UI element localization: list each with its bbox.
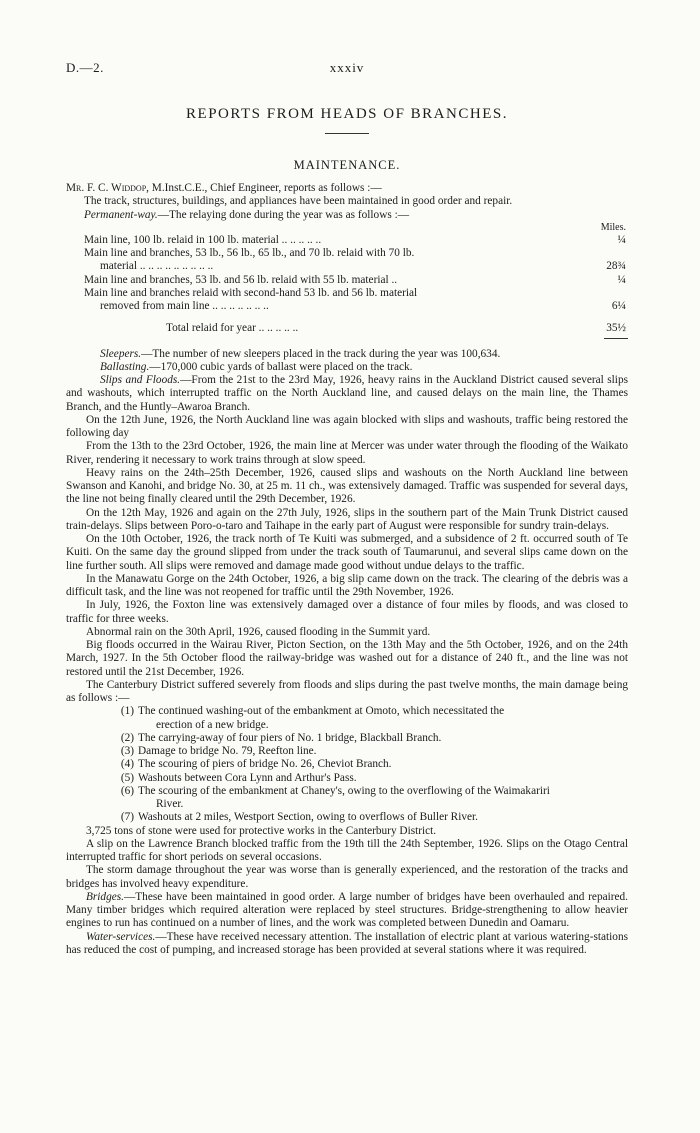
row-description-cont: removed from main line .. .. .. .. .. .. ..: [100, 300, 269, 312]
water-services-text: —These have received necessary attention. The installation of electric plant at various watering-stations has reduced the cost of pumping, and increased storage has been provided at several stations where it was required.: [66, 930, 628, 956]
list-item-number: (3): [120, 745, 134, 757]
row-description: Main line and branches relaid with second-hand 53 lb. and 56 lb. material: [84, 286, 418, 299]
paragraph: In July, 1926, the Foxton line was extensively damaged over a distance of four miles by floods, and was closed to traffic for three weeks.: [66, 599, 628, 625]
list-item-text-cont: erection of a new bridge.: [156, 718, 269, 731]
report-body: [66, 182, 628, 957]
list-item-text: The continued washing-out of the embankment at Omoto, which necessitated the: [138, 705, 505, 718]
list-item-text: The scouring of piers of bridge No. 26, Cheviot Branch.: [138, 758, 392, 771]
permanent-way-paragraph: [66, 209, 628, 222]
paragraph: In the Manawatu Gorge on the 24th October, 1926, a big slip came down on the track. The clearing of the debris was a difficult task, and the line was not reopened for traffic until the 29th November, 1926.: [66, 572, 628, 598]
intro-paragraph: [66, 182, 628, 195]
paragraph: Big floods occurred in the Wairau River, Picton Section, on the 13th May and the 5th October, 1926, and on the 24th March, 1927. In the 5th October flood the railway-bridge was washed out for a distance of 240 ft., and the line was not restored until the 21st December, 1926.: [66, 639, 628, 678]
list-item-text: The scouring of the embankment at Chaney's, owing to the overflowing of the Waimakariri: [138, 784, 550, 797]
paragraph: On the 12th June, 1926, the North Auckland line was again blocked with slips and washouts, traffic being restored the following day: [66, 413, 628, 439]
paragraph: On the 10th October, 1926, the track north of Te Kuiti was submerged, and a subsidence of 2 ft. occurred south of Te Kuiti. On the same day the ground slipped from under the track south of Taumarunui, and several slips came down on the line further south. All slips were removed and damage made good without undue delays to the traffic.: [66, 533, 628, 572]
water-services-label: Water-services.: [86, 930, 156, 943]
row-description: Main line and branches, 53 lb. and 56 lb. relaid with 55 lb. material ..: [84, 273, 398, 286]
list-item-text: The carrying-away of four piers of No. 1 bridge, Blackball Branch.: [138, 731, 442, 744]
list-item: [66, 785, 628, 812]
paragraph: Abnormal rain on the 30th April, 1926, caused flooding in the Summit yard.: [86, 625, 431, 638]
permanent-way-label: Permanent-way.: [84, 208, 158, 221]
ballasting-paragraph: [66, 361, 628, 374]
intro-text: M.Inst.C.E., Chief Engineer, reports as follows :—: [148, 182, 382, 194]
total-rule: [604, 338, 628, 339]
row-value: ¼: [617, 273, 626, 286]
damage-list: [66, 705, 628, 824]
bridges-paragraph: [66, 891, 628, 931]
sleepers-text: —The number of new sleepers placed in the track during the year was 100,634.: [141, 347, 501, 360]
list-item-number: (7): [120, 811, 134, 824]
list-item-text: Washouts between Cora Lynn and Arthur's Pass.: [138, 771, 357, 784]
list-item-number: (4): [120, 758, 134, 771]
table-total-row: [66, 322, 628, 335]
document-reference: D.—2.: [66, 60, 104, 75]
list-item-number: (6): [120, 784, 134, 797]
paragraph: 3,725 tons of stone were used for protective works in the Canterbury District.: [86, 824, 437, 837]
row-description: Main line, 100 lb. relaid in 100 lb. material .. .. .. .. ..: [84, 233, 322, 246]
list-item: [66, 705, 628, 732]
ballasting-label: Ballasting.: [100, 360, 150, 373]
list-item-text: Damage to bridge No. 79, Reefton line.: [138, 745, 317, 757]
row-description: Main line and branches, 53 lb., 56 lb., 65 lb., and 70 lb. relaid with 70 lb.: [84, 247, 415, 259]
page-number: xxxiv: [329, 60, 365, 75]
list-item: [66, 745, 628, 758]
row-value: 6¼: [611, 300, 626, 312]
list-item: [66, 758, 628, 771]
row-value: ¼: [617, 233, 626, 246]
row-value: 28¾: [606, 260, 626, 273]
paragraph: The storm damage throughout the year was worse than is generally experienced, and the restoration of the tracks and bridges has involved heavy expenditure.: [66, 864, 628, 890]
paragraph: A slip on the Lawrence Branch blocked traffic from the 19th till the 24th September, 1926. Slips on the Otago Central interrupted traffic for short periods on several occasions.: [66, 837, 628, 863]
table-row: [66, 247, 628, 274]
paragraph: Heavy rains on the 24th–25th December, 1926, caused slips and washouts on the North Auckland line between Swanson and Kanohi, and bridge No. 30, at 25 m. 11 ch., was extensively damaged. Traffic was suspended for several days, the line not being finally cleared until the 29th December, 1926.: [66, 466, 628, 506]
paragraph: From the 13th to the 23rd October, 1926, the main line at Mercer was under water through the flooding of the Waikato River, rendering it necessary to work trains through at slow speed.: [66, 440, 628, 466]
list-item-number: (1): [120, 705, 134, 718]
slips-floods-paragraph: [66, 374, 628, 414]
slips-floods-label: Slips and Floods.: [100, 374, 181, 386]
permanent-way-text: —The relaying done during the year was as follows :—: [157, 208, 410, 221]
paragraph: The Canterbury District suffered severely from floods and slips during the past twelve months, the main damage being as follows :—: [66, 678, 628, 704]
track-paragraph: The track, structures, buildings, and appliances have been maintained in good order and repair.: [84, 195, 513, 208]
list-item-text: Washouts at 2 miles, Westport Section, owing to overflows of Buller River.: [138, 811, 478, 824]
table-row: [66, 234, 628, 247]
paragraph: On the 12th May, 1926 and again on the 27th July, 1926, slips in the southern part of the Main Trunk District caused train-delays. Slips between Poro-o-taro and Taihape in the early part of August were responsible for sundry train-delays.: [66, 506, 628, 532]
sleepers-paragraph: [66, 348, 628, 361]
water-services-paragraph: [66, 931, 628, 958]
page-title: REPORTS FROM HEADS OF BRANCHES.: [186, 106, 508, 122]
bridges-text: —These have been maintained in good order. A large number of bridges have been overhauled and repaired. Many timber bridges which required alteration were replaced by steel structures. Bridge-strengthening to allow heavier engines to run has continued on a number of lines, and the work was completed between Dunedin and Oamaru.: [66, 890, 628, 930]
section-heading: MAINTENANCE.: [293, 158, 401, 172]
list-item: [66, 772, 628, 785]
list-item: [66, 811, 628, 824]
table-row: [66, 274, 628, 287]
relaying-table: [66, 222, 628, 339]
row-description-cont: material .. .. .. .. .. .. .. .. ..: [100, 260, 214, 273]
list-item-number: (2): [120, 731, 134, 744]
sleepers-label: Sleepers.: [100, 347, 142, 360]
list-item-text-cont: River.: [156, 798, 184, 810]
list-item-number: (5): [120, 771, 134, 784]
title-rule: [325, 133, 369, 134]
total-label: Total relaid for year .. .. .. .. ..: [166, 322, 299, 335]
list-item: [66, 732, 628, 745]
table-units-header: Miles.: [600, 221, 626, 233]
table-row: [66, 287, 628, 314]
author-name: Mr. F. C. Widdop,: [66, 182, 149, 194]
bridges-label: Bridges.: [86, 890, 124, 903]
slips-floods-text: —From the 21st to the 23rd May, 1926, heavy rains in the Auckland District caused several slips and washouts, which interrupted traffic on the North Auckland line, and caused delays on the main line, the Thames Branch, and the Huntly–Awaroa Branch.: [66, 374, 628, 413]
page-header: [66, 60, 628, 82]
total-value: 35½: [606, 322, 626, 335]
ballasting-text: —170,000 cubic yards of ballast were placed on the track.: [149, 360, 413, 373]
